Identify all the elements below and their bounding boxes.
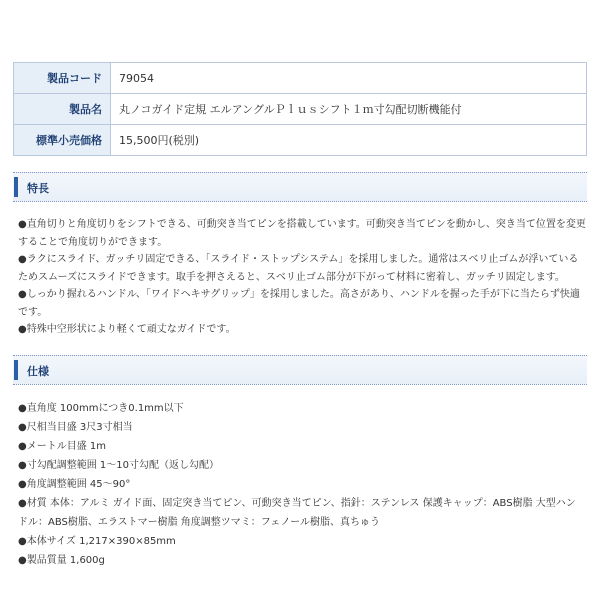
features-header: [13, 172, 587, 202]
spec-line: ドル：ABS樹脂、エラストマー樹脂 角度調整ツマミ：フェノール樹脂、真ちゅう: [18, 516, 380, 528]
feature-line: です。: [18, 306, 48, 318]
feature-line: ●しっかり握れるハンドル、「ワイドヘキサグリップ」を採用しました。高さがあり、ハンドルを握った手が下に当たらず快適: [18, 289, 580, 300]
feature-line: ●特殊中空形状により軽くて頑丈なガイドです。: [18, 324, 236, 335]
feature-line: ためスムーズにスライドできます。取手を押さえると、スベリ止ゴム部分が下がって材料に密着し、ガッチリ固定します。: [18, 271, 565, 283]
feature-line: ●直角切りと角度切りをシフトできる、可動突き当てピンを搭載しています。可動突き当てピンを動かし、突き当て位置を変更: [18, 219, 586, 230]
feature-line: することで角度切りができます。: [18, 236, 168, 248]
product-name-value: 丸ノコガイド定規 エルアングルＰｌｕｓシフト１ｍ寸勾配切断機能付: [111, 94, 587, 125]
section-marker: [14, 177, 18, 197]
specs-header: [13, 355, 587, 385]
product-code-label: 製品コード: [14, 63, 111, 94]
product-info: [13, 62, 587, 570]
price-value: 15,500円(税別): [111, 125, 587, 156]
spec-line: ●メートル目盛 1m: [18, 440, 107, 452]
table-row: [14, 94, 587, 125]
spec-line: ●本体サイズ 1,217×390×85mm: [18, 535, 176, 547]
spec-line: ●寸勾配調整範囲 1～10寸勾配（返し勾配）: [18, 459, 219, 471]
table-row: [14, 63, 587, 94]
feature-line: ●ラクにスライド、ガッチリ固定できる、「スライド・ストップシステム」を採用しました。通常はスベリ止ゴムが浮いている: [18, 254, 579, 265]
spec-line: ●尺相当目盛 3尺3寸相当: [18, 421, 133, 433]
spec-line: ●製品質量 1,600g: [18, 554, 105, 566]
price-label: 標準小売価格: [14, 125, 111, 156]
features-title: 特長: [27, 182, 49, 195]
product-code-value: 79054: [111, 63, 587, 94]
spec-line: ●材質 本体：アルミ ガイド面、固定突き当てピン、可動突き当てピン、指針：ステンレス 保護キャップ：ABS樹脂 大型ハン: [18, 497, 576, 509]
product-name-label: 製品名: [14, 94, 111, 125]
product-table: [13, 62, 587, 156]
features-text: [13, 216, 587, 339]
spec-line: ●角度調整範囲 45～90°: [18, 478, 131, 490]
table-row: [14, 125, 587, 156]
specs-list: [13, 399, 587, 570]
section-marker: [14, 360, 18, 380]
specs-title: 仕様: [27, 364, 49, 378]
spec-line: ●直角度 100mmにつき0.1mm以下: [18, 402, 184, 414]
